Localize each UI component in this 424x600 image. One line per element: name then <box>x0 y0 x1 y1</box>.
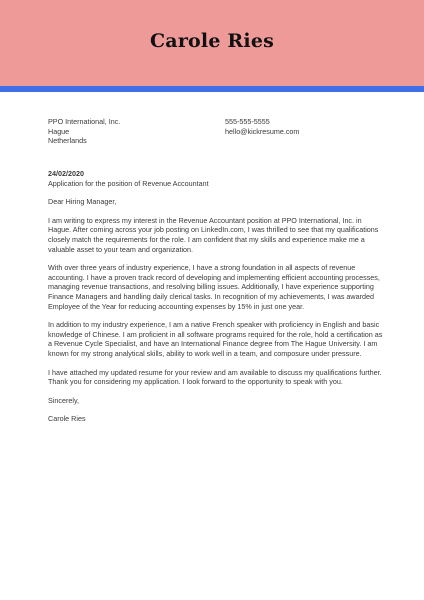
accent-stripe <box>0 86 424 92</box>
recipient-company: PPO International, Inc. <box>48 117 121 126</box>
paragraph-experience: With over three years of industry experience, I have a strong foundation in all aspects of revenue accounting. I have a proven track record of developing and implementing efficient accounting processes, managing revenue transactions, and resolving billing issues. Additionally, I have experience supporting Finance Managers and handling daily clerical tasks. In recognition of my achievements, I was awarded Employee of the Year for reducing accounting expenses by 15% in just one year. <box>48 263 380 311</box>
sender-contact <box>225 117 299 136</box>
recipient-country: Netherlands <box>48 136 87 146</box>
recipient-address <box>48 117 120 146</box>
recipient-city: Hague <box>48 126 70 136</box>
paragraph-skills: In addition to my industry experience, I am a native French speaker with proficiency in English and basic knowledge of Chinese. I am proficient in all software programs required for the role, hold a certification as a Revenue Cycle Specialist, and have an International Finance degree from The Hague University. I am known for my strong analytical skills, ability to work well in a team, and composure under pressure. <box>48 320 383 358</box>
contact-block <box>48 117 384 147</box>
letter-body <box>48 117 384 424</box>
paragraph-closing: I have attached my updated resume for your review and am available to discuss my qualifications further. Thank you for considering my application. I look forward to the opportunity to speak with you. <box>48 367 382 387</box>
letter-signature: Carole Ries <box>48 414 86 424</box>
sender-email: hello@kickresume.com <box>225 126 300 136</box>
letter-closing: Sincerely, <box>48 395 80 405</box>
paragraph-intro: I am writing to express my interest in the Revenue Accountant position at PPO International, Inc. in Hague. After coming across your job posting on LinkedIn.com, I was thrilled to see that my qualifications closely match the requirements for the role. I am confident that my skills and experience make me a valuable asset to your team and organization. <box>48 215 379 254</box>
letter-greeting: Dear Hiring Manager, <box>48 197 117 207</box>
letter-subject: Application for the position of Revenue Accountant <box>48 178 209 188</box>
letter-date: 24/02/2020 <box>48 169 84 178</box>
applicant-name: Carole Ries <box>149 30 275 52</box>
sender-phone: 555-555-5555 <box>225 117 270 126</box>
header-band <box>0 0 424 86</box>
